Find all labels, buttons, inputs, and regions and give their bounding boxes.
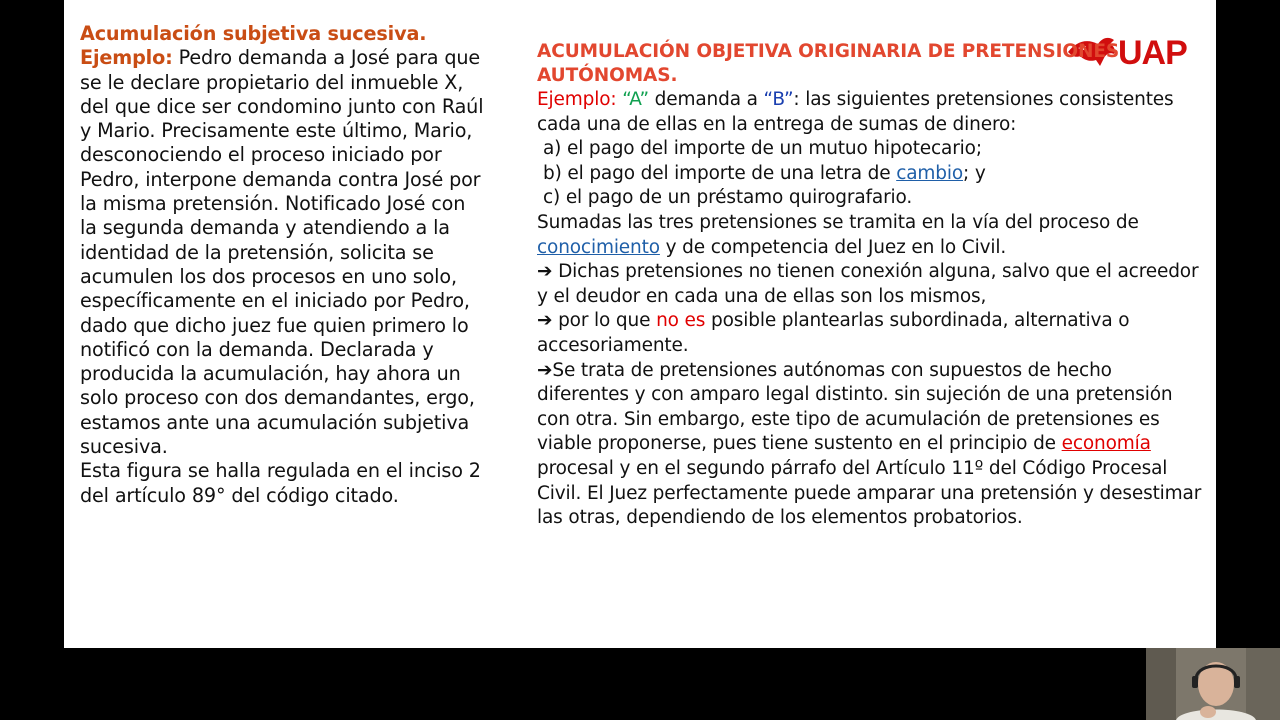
arrow-point-1: ➔ Dichas pretensiones no tienen conexión alguna, salvo que el acreedor y el deudor en cada una de ellas son los mismos, (537, 261, 1199, 307)
left-example-label: Ejemplo: (80, 46, 173, 70)
left-title: Acumulación subjetiva sucesiva. (80, 22, 427, 45)
economia-link[interactable]: economía (1061, 433, 1151, 455)
right-column (537, 40, 1209, 531)
uap-logo-text: UAP (1118, 34, 1187, 72)
right-example: Ejemplo: “A” demanda a “B”: las siguientes pretensiones consistentes cada una de ellas en la entrega de sumas de dinero: (537, 89, 1174, 135)
item-c: c) el pago de un préstamo quirografario. (543, 187, 913, 209)
left-example (80, 46, 485, 459)
cambio-link[interactable]: cambio (896, 162, 964, 184)
item-a: a) el pago del importe de un mutuo hipotecario; (543, 138, 982, 160)
left-column (80, 22, 485, 508)
conocimiento-link[interactable]: conocimiento (537, 236, 660, 258)
left-closing: Esta figura se halla regulada en el inciso 2 del artículo 89° del código citado. (80, 459, 481, 507)
arrow-point-2: ➔ por lo que no es posible plantearlas subordinada, alternativa o accesoriamente. (537, 310, 1130, 356)
presenter-icon (1146, 648, 1280, 720)
presenter-webcam-thumbnail (1146, 648, 1280, 720)
sum-paragraph: Sumadas las tres pretensiones se tramita en la vía del proceso de conocimiento y de competencia del Juez en lo Civil. (537, 211, 1139, 258)
arrow-point-3: ➔Se trata de pretensiones autónomas con supuestos de hecho diferentes y con amparo legal distinto. sin sujeción de una pretensión con otra. Sin embargo, este tipo de acumulación de pretensiones es viable proponerse, pues tiene sustento en el principio de economía procesal y en el segundo párrafo del Artículo 11º del Código Procesal Civil. El Juez perfectamente puede amparar una pretensión y desestimar las otras, dependiendo de los elementos probatorios. (537, 359, 1202, 529)
right-heading: ACUMULACIÓN OBJETIVA ORIGINARIA DE PRETENSIONES AUTÓNOMAS. (537, 41, 1120, 86)
presentation-slide (64, 0, 1216, 648)
left-example-text: Pedro demanda a José para que se le declare propietario del inmueble X, del que dice ser condomino junto con Raúl y Mario. Precisamente este último, Mario, desconociendo el proceso iniciado por Pedro, interpone demanda contra José por la misma pretensión. Notificado José con la segunda demanda y atendiendo a la identidad de la pretensión, solicita se acumulen los dos procesos en uno solo, específicamente en el iniciado por Pedro, dado que dicho juez fue quien primero lo notificó con la demanda. Declarada y producida la acumulación, hay ahora un solo proceso con dos demandantes, ergo, estamos ante una acumulación subjetiva sucesiva. (80, 46, 484, 459)
item-b: b) el pago del importe de una letra de cambio; y (543, 162, 986, 184)
